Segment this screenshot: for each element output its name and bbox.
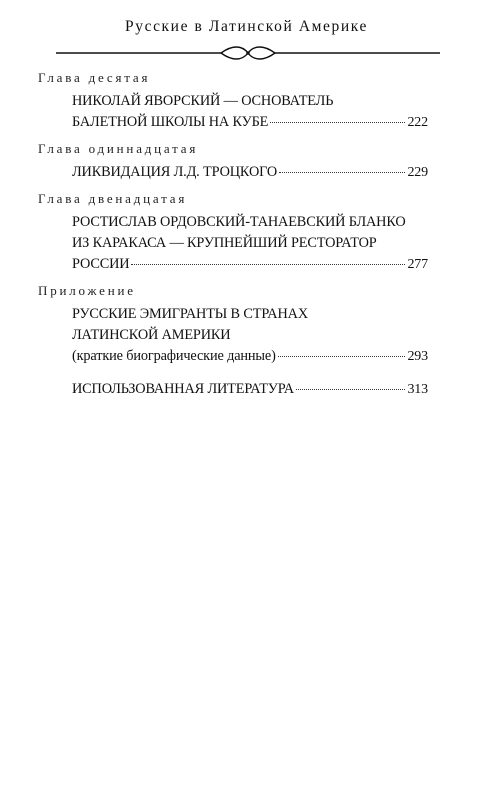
entry-leader-line <box>72 254 428 275</box>
entry-leader-line <box>72 346 428 367</box>
entry-title-line: РОССИИ <box>72 256 130 272</box>
entry-title-line: ИЗ КАРАКАСА — КРУПНЕЙШИЙ РЕСТОРАТОР <box>72 235 377 251</box>
entry-title-line: БАЛЕТНОЙ ШКОЛЫ НА КУБЕ <box>72 114 269 130</box>
page-number: 229 <box>407 165 428 180</box>
page-number: 222 <box>407 115 428 130</box>
decorative-rule-ornament <box>56 44 440 62</box>
toc-chapter-10 <box>38 70 428 133</box>
toc-chapter-12 <box>38 191 428 275</box>
toc-chapter-11 <box>38 141 428 183</box>
entry-leader-line <box>72 112 428 133</box>
dot-leader <box>296 389 406 390</box>
entry-leader-line <box>72 379 428 400</box>
page-number: 293 <box>407 349 428 364</box>
toc-entry <box>72 304 428 367</box>
entry-title-line: (краткие биографические данные) <box>72 348 276 364</box>
toc-entry <box>72 91 428 133</box>
table-of-contents <box>38 70 428 408</box>
entry-title-line: НИКОЛАЙ ЯВОРСКИЙ — ОСНОВАТЕЛЬ <box>72 93 334 109</box>
chapter-label: Глава двенадцатая <box>38 191 188 206</box>
dot-leader <box>270 122 405 123</box>
toc-entry <box>72 212 428 275</box>
running-head: Русские в Латинской Америке <box>125 18 368 35</box>
entry-title-line: РОСТИСЛАВ ОРДОВСКИЙ-ТАНАЕВСКИЙ БЛАНКО <box>72 214 406 230</box>
chapter-label: Глава одиннадцатая <box>38 141 199 156</box>
dot-leader <box>278 356 406 357</box>
dot-leader <box>279 172 405 173</box>
toc-entry <box>72 379 428 400</box>
page-number: 313 <box>407 382 428 397</box>
dot-leader <box>131 264 405 265</box>
entry-title-line: РУССКИЕ ЭМИГРАНТЫ В СТРАНАХ <box>72 306 308 322</box>
entry-leader-line <box>72 162 428 183</box>
entry-title-line: ЛИКВИДАЦИЯ Л.Д. ТРОЦКОГО <box>72 164 278 180</box>
entry-title-line: ИСПОЛЬЗОВАННАЯ ЛИТЕРАТУРА <box>72 381 294 397</box>
toc-entry <box>72 162 428 183</box>
chapter-label: Глава десятая <box>38 70 151 85</box>
page-number: 277 <box>407 257 428 272</box>
chapter-label: Приложение <box>38 283 136 298</box>
toc-appendix <box>38 283 428 400</box>
entry-title-line: ЛАТИНСКОЙ АМЕРИКИ <box>72 327 231 343</box>
